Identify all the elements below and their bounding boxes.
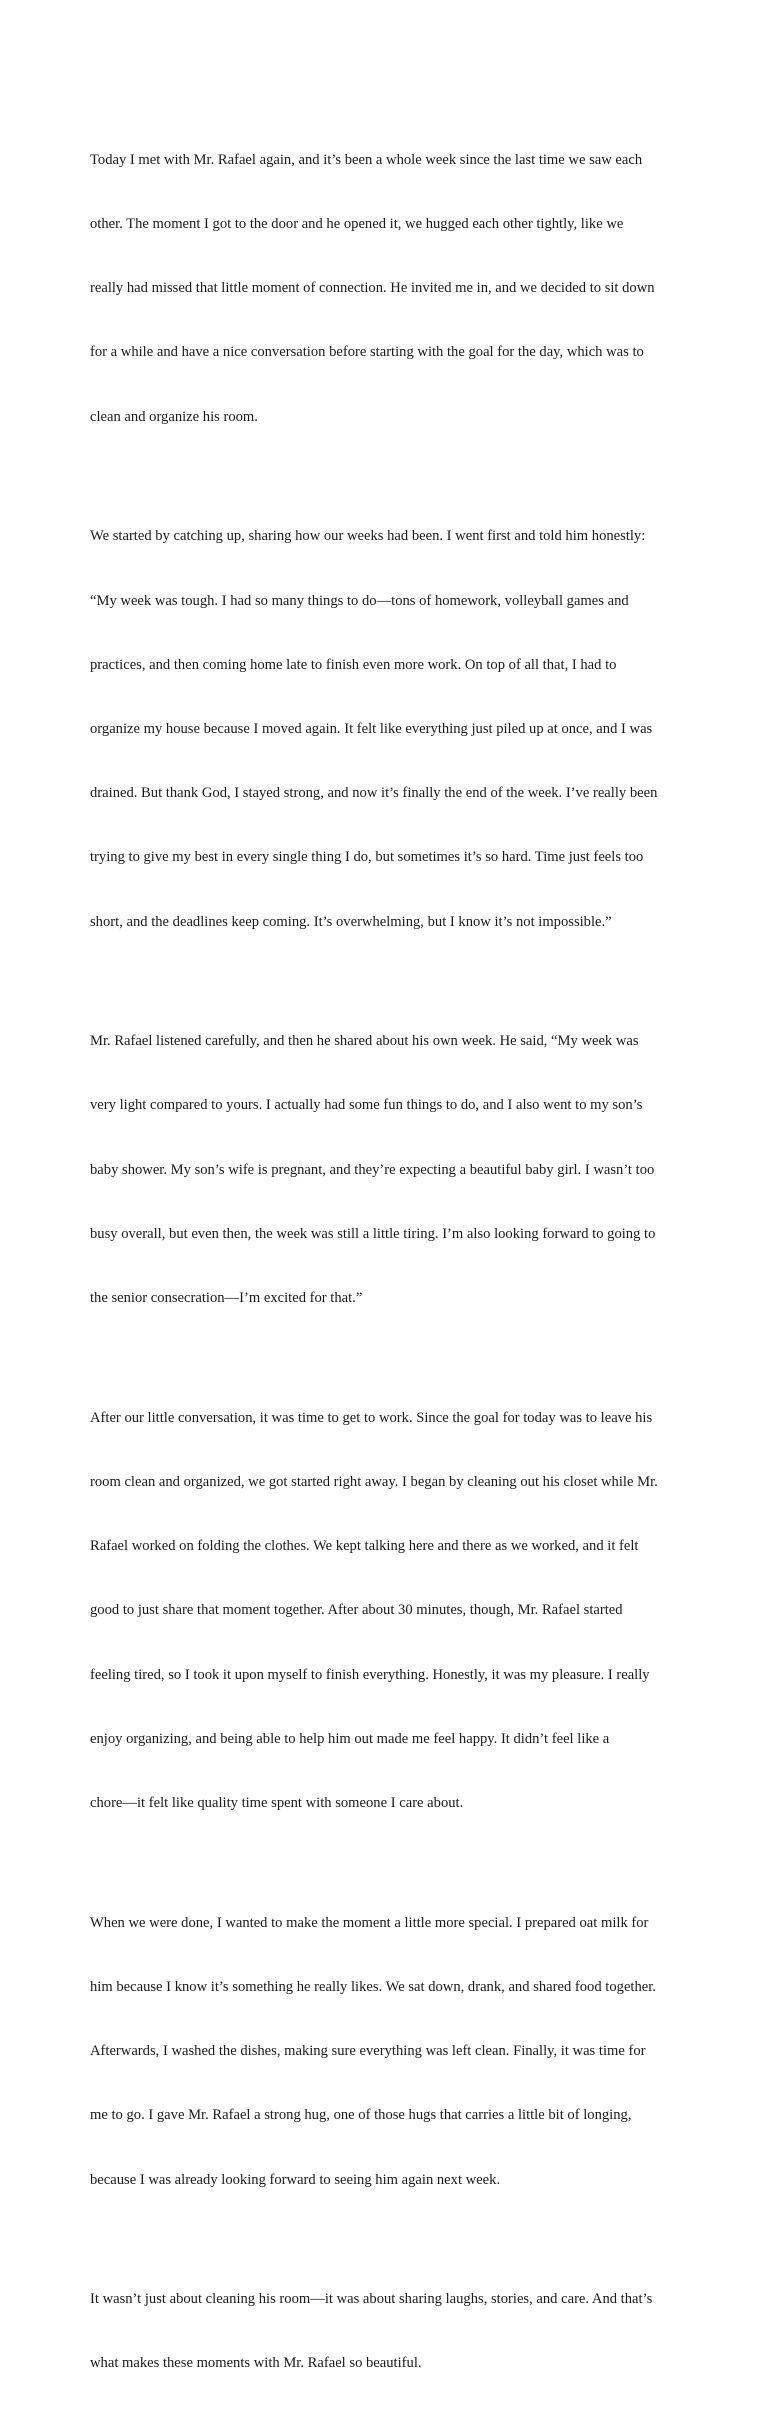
text-line: enjoy organizing, and being able to help him out made me feel happy. It didn’t feel like a — [90, 1730, 610, 1747]
text-line: When we were done, I wanted to make the moment a little more special. I prepared oat milk for — [90, 1914, 649, 1931]
text-line: Today I met with Mr. Rafael again, and it’s been a whole week since the last time we saw each — [90, 151, 643, 168]
paragraph-visit-intro — [90, 107, 692, 471]
text-line: drained. But thank God, I stayed strong, and now it’s finally the end of the week. I’ve really been — [90, 785, 658, 802]
paragraph-cleaning — [90, 1365, 692, 1857]
text-line: room clean and organized, we got started right away. I began by cleaning out his closet while Mr. — [90, 1473, 658, 1490]
text-line: really had missed that little moment of connection. He invited me in, and we decided to sit down — [90, 280, 655, 297]
text-line: short, and the deadlines keep coming. It’s overwhelming, but I know it’s not impossible.” — [90, 913, 612, 930]
text-line: Afterwards, I washed the dishes, making sure everything was left clean. Finally, it was time for — [90, 2043, 646, 2060]
text-line: other. The moment I got to the door and he opened it, we hugged each other tightly, like we — [90, 216, 624, 233]
text-line: After our little conversation, it was time to get to work. Since the goal for today was to leave his — [90, 1409, 653, 1426]
text-line: trying to give my best in every single thing I do, but sometimes it’s so hard. Time just feels too — [90, 849, 644, 866]
paragraph-conclusion — [90, 2246, 692, 2417]
paragraph-farewell — [90, 1870, 692, 2234]
text-line: practices, and then coming home late to finish even more work. On top of all that, I had to — [90, 656, 617, 673]
text-line: the senior consecration—I’m excited for that.” — [90, 1290, 363, 1307]
paragraph-rafael-week — [90, 988, 692, 1352]
text-line: because I was already looking forward to seeing him again next week. — [90, 2171, 501, 2188]
text-line: him because I know it’s something he really likes. We sat down, drank, and shared food together. — [90, 1978, 656, 1995]
text-line: for a while and have a nice conversation before starting with the goal for the day, which was to — [90, 344, 644, 361]
text-line: what makes these moments with Mr. Rafael so beautiful. — [90, 2355, 422, 2372]
text-line: baby shower. My son’s wife is pregnant, and they’re expecting a beautiful baby girl. I wasn’t too — [90, 1161, 655, 1178]
text-line: very light compared to yours. I actually had some fun things to do, and I also went to my son’s — [90, 1097, 643, 1114]
text-line: busy overall, but even then, the week was still a little tiring. I’m also looking forward to going to — [90, 1225, 656, 1242]
text-line: organize my house because I moved again. It felt like everything just piled up at once, and I was — [90, 720, 653, 737]
text-line: Rafael worked on folding the clothes. We kept talking here and there as we worked, and it felt — [90, 1538, 639, 1555]
text-line: It wasn’t just about cleaning his room—it was about sharing laughs, stories, and care. And that’s — [90, 2291, 653, 2308]
text-line: “My week was tough. I had so many things to do—tons of homework, volleyball games and — [90, 592, 629, 609]
paragraph-my-week — [90, 484, 692, 976]
text-line: feeling tired, so I took it upon myself to finish everything. Honestly, it was my pleasure. I really — [90, 1666, 650, 1683]
text-line: We started by catching up, sharing how our weeks had been. I went first and told him honestly: — [90, 528, 646, 545]
document-page — [90, 107, 692, 2430]
text-line: chore—it felt like quality time spent with someone I care about. — [90, 1795, 464, 1812]
text-line: good to just share that moment together. After about 30 minutes, though, Mr. Rafael started — [90, 1602, 623, 1619]
text-line: me to go. I gave Mr. Rafael a strong hug, one of those hugs that carries a little bit of longing, — [90, 2107, 632, 2124]
text-line: Mr. Rafael listened carefully, and then he shared about his own week. He said, “My week was — [90, 1033, 639, 1050]
text-line: clean and organize his room. — [90, 408, 258, 425]
